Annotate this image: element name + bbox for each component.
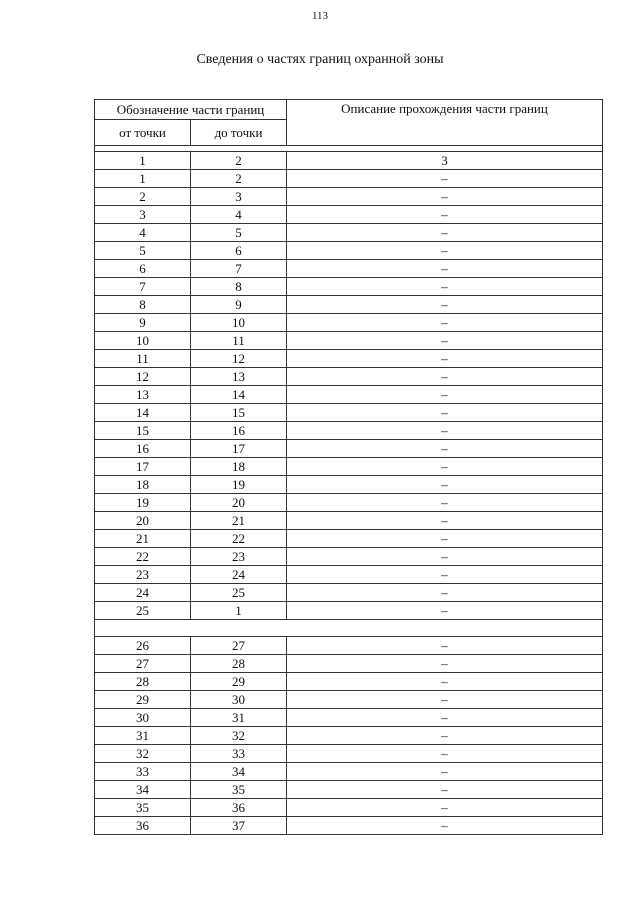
document-title: Сведения о частях границ охранной зоны	[196, 52, 444, 67]
table-row	[95, 404, 603, 422]
table-row	[95, 781, 603, 799]
cell-to-point: 17	[191, 440, 287, 458]
table-row	[95, 745, 603, 763]
cell-to-point: 35	[191, 781, 287, 799]
table-row	[95, 386, 603, 404]
cell-to-point: 19	[191, 476, 287, 494]
table-row	[95, 799, 603, 817]
cell-to-point: 32	[191, 727, 287, 745]
cell-description: –	[287, 440, 603, 458]
cell-from-point: 13	[95, 386, 191, 404]
cell-from-point: 17	[95, 458, 191, 476]
cell-from-point: 2	[95, 188, 191, 206]
cell-to-point: 25	[191, 584, 287, 602]
cell-description: –	[287, 691, 603, 709]
table-row	[95, 188, 603, 206]
cell-description: –	[287, 673, 603, 691]
cell-description: –	[287, 817, 603, 835]
cell-to-point: 21	[191, 512, 287, 530]
table-row	[95, 278, 603, 296]
table-row	[95, 224, 603, 242]
table-row	[95, 727, 603, 745]
cell-from-point: 20	[95, 512, 191, 530]
cell-from-point: 29	[95, 691, 191, 709]
cell-from-point: 32	[95, 745, 191, 763]
cell-from-point: 11	[95, 350, 191, 368]
cell-from-point: 27	[95, 655, 191, 673]
cell-to-point: 1	[191, 602, 287, 620]
cell-to-point: 24	[191, 566, 287, 584]
table-body-part-1	[95, 170, 603, 620]
cell-to-point: 29	[191, 673, 287, 691]
cell-description: –	[287, 476, 603, 494]
cell-description: –	[287, 404, 603, 422]
cell-description: –	[287, 386, 603, 404]
cell-description: –	[287, 566, 603, 584]
cell-from-point: 25	[95, 602, 191, 620]
cell-description: –	[287, 368, 603, 386]
table-row	[95, 440, 603, 458]
table-row	[95, 817, 603, 835]
cell-description: –	[287, 745, 603, 763]
cell-from-point: 26	[95, 637, 191, 655]
cell-description: –	[287, 206, 603, 224]
cell-to-point: 13	[191, 368, 287, 386]
cell-from-point: 31	[95, 727, 191, 745]
cell-to-point: 11	[191, 332, 287, 350]
cell-to-point: 4	[191, 206, 287, 224]
cell-description: –	[287, 296, 603, 314]
cell-from-point: 35	[95, 799, 191, 817]
cell-to-point: 5	[191, 224, 287, 242]
cell-from-point: 7	[95, 278, 191, 296]
table-row	[95, 512, 603, 530]
table-row	[95, 494, 603, 512]
table-row	[95, 584, 603, 602]
cell-description: –	[287, 260, 603, 278]
cell-from-point: 8	[95, 296, 191, 314]
table-row	[95, 637, 603, 655]
cell-from-point: 22	[95, 548, 191, 566]
cell-to-point: 7	[191, 260, 287, 278]
cell-to-point: 12	[191, 350, 287, 368]
cell-description: –	[287, 655, 603, 673]
cell-from-point: 16	[95, 440, 191, 458]
cell-to-point: 10	[191, 314, 287, 332]
cell-description: –	[287, 763, 603, 781]
cell-from-point: 3	[95, 206, 191, 224]
cell-to-point: 37	[191, 817, 287, 835]
cell-from-point: 28	[95, 673, 191, 691]
table-row	[95, 206, 603, 224]
cell-from-point: 36	[95, 817, 191, 835]
cell-to-point: 3	[191, 188, 287, 206]
table-row	[95, 548, 603, 566]
cell-description: –	[287, 458, 603, 476]
table-row	[95, 709, 603, 727]
cell-description: –	[287, 512, 603, 530]
cell-description: –	[287, 727, 603, 745]
cell-description: –	[287, 494, 603, 512]
cell-to-point: 30	[191, 691, 287, 709]
cell-description: –	[287, 332, 603, 350]
header-from-point: от точки	[95, 120, 191, 146]
cell-from-point: 30	[95, 709, 191, 727]
table-row	[95, 314, 603, 332]
cell-description: –	[287, 602, 603, 620]
cell-description: –	[287, 278, 603, 296]
cell-from-point: 10	[95, 332, 191, 350]
cell-description: –	[287, 548, 603, 566]
cell-to-point: 28	[191, 655, 287, 673]
cell-to-point: 6	[191, 242, 287, 260]
header-to-point: до точки	[191, 120, 287, 146]
cell-description: –	[287, 314, 603, 332]
cell-from-point: 1	[95, 170, 191, 188]
table-row	[95, 655, 603, 673]
cell-description: –	[287, 781, 603, 799]
table-row	[95, 422, 603, 440]
cell-description: –	[287, 242, 603, 260]
table-row	[95, 296, 603, 314]
table-row	[95, 476, 603, 494]
cell-to-point: 31	[191, 709, 287, 727]
cell-from-point: 21	[95, 530, 191, 548]
table-row	[95, 332, 603, 350]
cell-from-point: 19	[95, 494, 191, 512]
cell-to-point: 9	[191, 296, 287, 314]
table-row	[95, 368, 603, 386]
table-row	[95, 350, 603, 368]
header-boundary-designation: Обозначение части границ	[95, 100, 287, 120]
cell-to-point: 27	[191, 637, 287, 655]
column-number: 2	[191, 152, 287, 170]
cell-to-point: 20	[191, 494, 287, 512]
cell-to-point: 2	[191, 170, 287, 188]
column-number: 3	[287, 152, 603, 170]
cell-to-point: 14	[191, 386, 287, 404]
cell-description: –	[287, 637, 603, 655]
cell-description: –	[287, 224, 603, 242]
cell-to-point: 22	[191, 530, 287, 548]
cell-from-point: 5	[95, 242, 191, 260]
cell-description: –	[287, 709, 603, 727]
table-separator-row	[95, 620, 603, 637]
cell-description: –	[287, 170, 603, 188]
cell-to-point: 34	[191, 763, 287, 781]
table-row	[95, 673, 603, 691]
cell-to-point: 23	[191, 548, 287, 566]
table-row	[95, 170, 603, 188]
table-row	[95, 260, 603, 278]
table-row	[95, 763, 603, 781]
table-row	[95, 242, 603, 260]
cell-from-point: 34	[95, 781, 191, 799]
cell-from-point: 9	[95, 314, 191, 332]
table-row	[95, 691, 603, 709]
table-row	[95, 602, 603, 620]
cell-description: –	[287, 188, 603, 206]
column-number: 1	[95, 152, 191, 170]
header-description: Описание прохождения части границ	[287, 100, 603, 146]
cell-description: –	[287, 422, 603, 440]
cell-from-point: 6	[95, 260, 191, 278]
cell-to-point: 33	[191, 745, 287, 763]
cell-to-point: 15	[191, 404, 287, 422]
cell-to-point: 8	[191, 278, 287, 296]
cell-from-point: 14	[95, 404, 191, 422]
cell-to-point: 16	[191, 422, 287, 440]
cell-from-point: 15	[95, 422, 191, 440]
page-number: 113	[311, 10, 329, 22]
cell-description: –	[287, 584, 603, 602]
cell-from-point: 23	[95, 566, 191, 584]
cell-from-point: 33	[95, 763, 191, 781]
table-row	[95, 530, 603, 548]
cell-to-point: 18	[191, 458, 287, 476]
boundary-parts-table	[94, 99, 603, 835]
cell-from-point: 24	[95, 584, 191, 602]
cell-from-point: 4	[95, 224, 191, 242]
table-row	[95, 458, 603, 476]
cell-from-point: 12	[95, 368, 191, 386]
cell-to-point: 36	[191, 799, 287, 817]
table-body-part-2	[95, 637, 603, 835]
table-row	[95, 566, 603, 584]
cell-description: –	[287, 799, 603, 817]
cell-description: –	[287, 530, 603, 548]
cell-from-point: 18	[95, 476, 191, 494]
cell-description: –	[287, 350, 603, 368]
